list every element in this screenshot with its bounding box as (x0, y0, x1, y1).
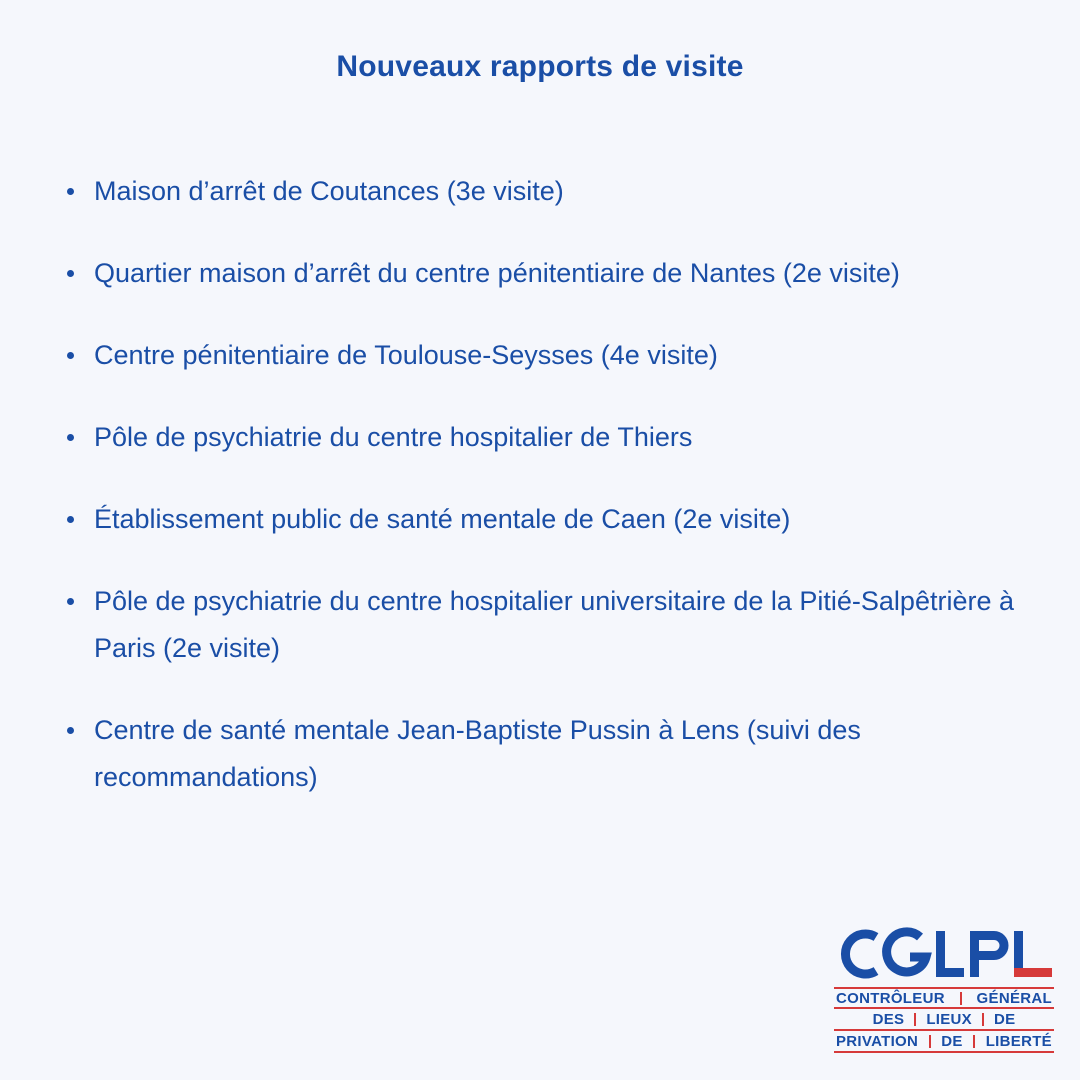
list-item-text: Centre pénitentiaire de Toulouse-Seysses (4e visite) (94, 340, 718, 370)
logo-word: CONTRÔLEUR (836, 989, 945, 1007)
bullet-icon (67, 270, 74, 277)
logo-word: PRIVATION (836, 1032, 919, 1050)
list-item (62, 414, 1032, 461)
list-item-text: Maison d’arrêt de Coutances (3e visite) (94, 176, 564, 206)
reports-list (62, 168, 1032, 836)
bullet-icon (67, 598, 74, 605)
list-item (62, 578, 1032, 672)
logo-word: LIEUX (926, 1010, 972, 1028)
bullet-icon (67, 352, 74, 359)
logo-word: LIBERTÉ (985, 1032, 1052, 1050)
list-item (62, 168, 1032, 215)
list-item-text: Quartier maison d’arrêt du centre pénitentiaire de Nantes (2e visite) (94, 258, 900, 288)
list-item-text: Centre de santé mentale Jean-Baptiste Pussin à Lens (suivi des recommandations) (94, 715, 861, 792)
logo-word: DE (994, 1010, 1016, 1028)
list-item-text: Pôle de psychiatrie du centre hospitalier universitaire de la Pitié-Salpêtrière à Paris (2e visite) (94, 586, 1014, 663)
logo-row-2 (834, 1009, 1054, 1031)
logo-word: GÉNÉRAL (976, 989, 1052, 1007)
list-item (62, 250, 1032, 297)
separator (973, 1035, 975, 1048)
logo-row-1 (834, 987, 1054, 1009)
logo-row-3 (834, 1031, 1054, 1053)
bullet-icon (67, 434, 74, 441)
list-item-text: Pôle de psychiatrie du centre hospitalier de Thiers (94, 422, 693, 452)
separator (929, 1035, 931, 1048)
logo-word: DE (941, 1032, 963, 1050)
separator (960, 992, 962, 1005)
bullet-icon (67, 516, 74, 523)
page-title: Nouveaux rapports de visite (336, 50, 744, 83)
cglpl-logo (834, 925, 1054, 1060)
bullet-icon (67, 188, 74, 195)
list-item (62, 332, 1032, 379)
bullet-icon (67, 727, 74, 734)
separator (982, 1013, 984, 1026)
cglpl-logo-icon (834, 925, 1054, 983)
logo-word: DES (872, 1010, 905, 1028)
list-item (62, 496, 1032, 543)
separator (914, 1013, 916, 1026)
list-item (62, 707, 1032, 801)
list-item-text: Établissement public de santé mentale de Caen (2e visite) (94, 504, 791, 534)
